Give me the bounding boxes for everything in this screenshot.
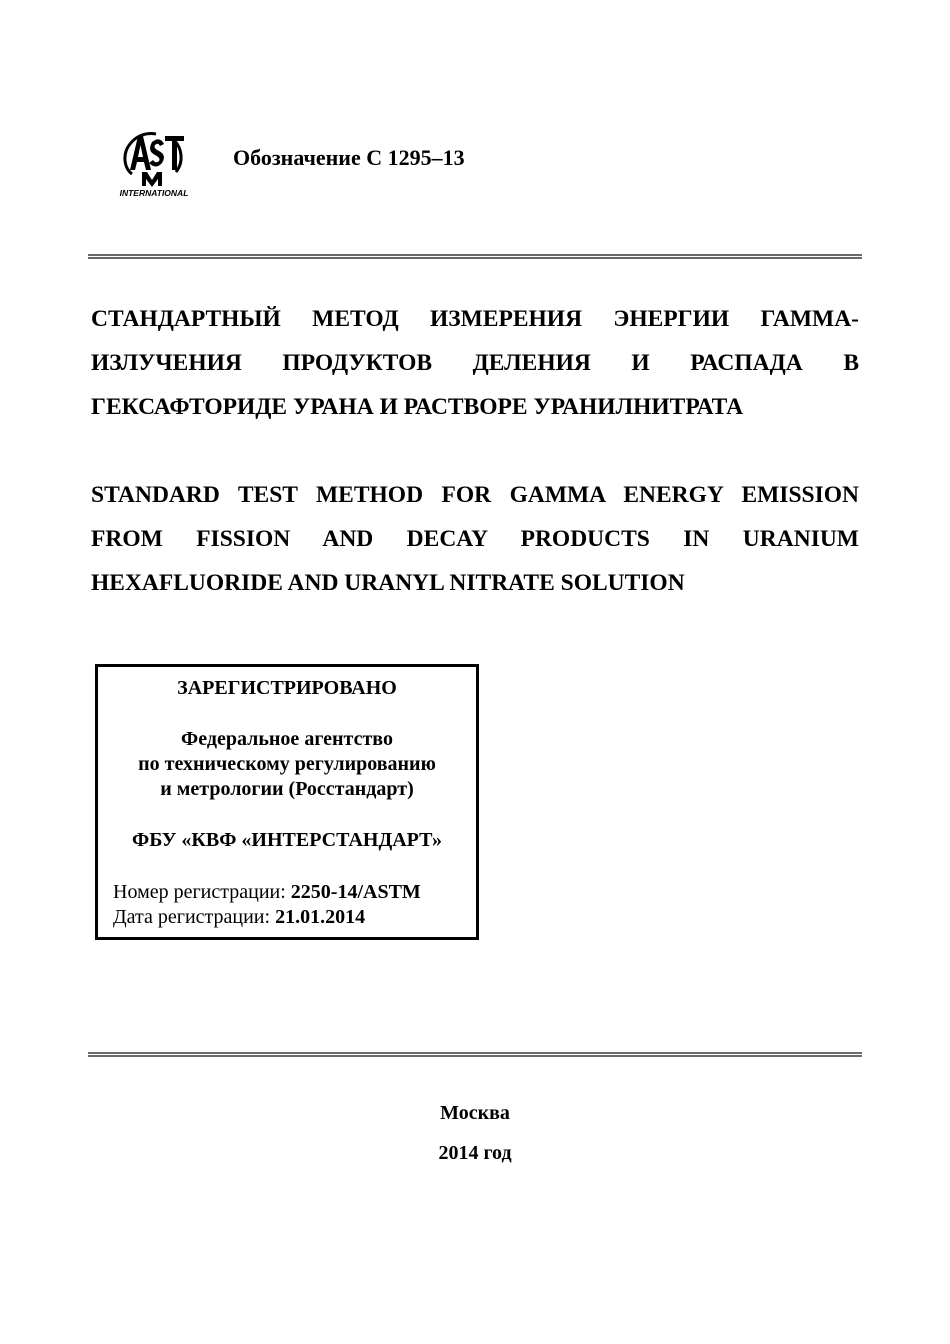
title-ru-line-3: ГЕКСАФТОРИДЕ УРАНА И РАСТВОРЕ УРАНИЛНИТРАТА	[91, 394, 744, 420]
registration-date-label: Дата регистрации:	[113, 906, 276, 928]
astm-logo-icon	[112, 128, 196, 198]
title-en-line-1: STANDARD TEST METHOD FOR GAMMA ENERGY EMISSION	[91, 482, 859, 508]
publication-city: Москва	[440, 1102, 510, 1124]
title-ru-line-2: ИЗЛУЧЕНИЯ ПРОДУКТОВ ДЕЛЕНИЯ И РАСПАДА В	[91, 350, 859, 376]
title-en-line-3: HEXAFLUORIDE AND URANYL NITRATE SOLUTION	[91, 570, 685, 596]
title-ru-line-1: СТАНДАРТНЫЙ МЕТОД ИЗМЕРЕНИЯ ЭНЕРГИИ ГАММА-	[91, 306, 859, 332]
registration-number	[113, 880, 421, 905]
logo-subtext: INTERNATIONAL	[119, 188, 189, 198]
registration-organization: ФБУ «КВФ «ИНТЕРСТАНДАРТ»	[132, 829, 442, 851]
astm-logo	[112, 128, 196, 198]
registration-box	[95, 664, 479, 940]
title-russian	[91, 297, 859, 429]
document-designation: Обозначение С 1295–13	[233, 145, 465, 170]
registration-heading: ЗАРЕГИСТРИРОВАНО	[177, 677, 397, 699]
registration-date	[113, 905, 365, 930]
agency-line-3: и метрологии (Росстандарт)	[160, 778, 414, 800]
publication-year: 2014 год	[438, 1142, 512, 1164]
registration-number-label: Номер регистрации:	[113, 881, 291, 903]
registration-number-value: 2250-14/ASTM	[290, 881, 421, 903]
agency-line-2: по техническому регулированию	[138, 753, 436, 775]
title-en-line-2: FROM FISSION AND DECAY PRODUCTS IN URANIUM	[91, 526, 859, 552]
title-english	[91, 473, 859, 605]
top-divider	[88, 254, 862, 259]
registration-date-value: 21.01.2014	[275, 906, 366, 928]
bottom-divider	[88, 1052, 862, 1057]
registration-agency	[98, 727, 476, 802]
agency-line-1: Федеральное агентство	[181, 728, 393, 750]
